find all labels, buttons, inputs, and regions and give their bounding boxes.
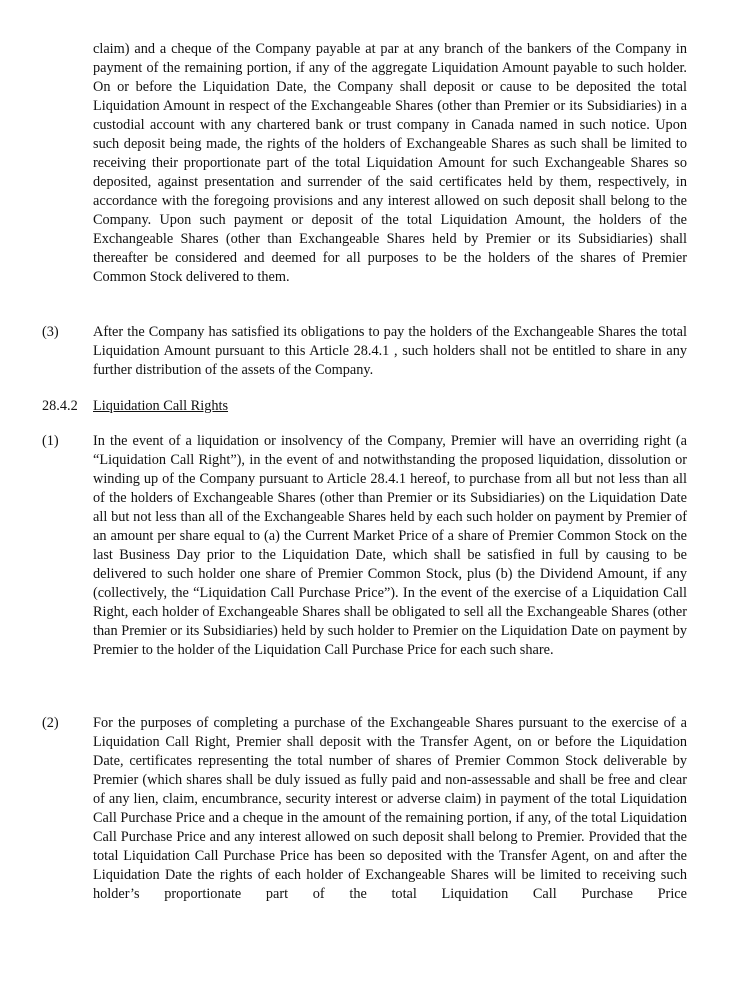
- section-heading: [42, 397, 228, 416]
- continuation-paragraph: claim) and a cheque of the Company payable at par at any branch of the bankers of the Company in payment of the remaining portion, if any of the aggregate Liquidation Amount payable to such holder. On or before the Liquidation Date, the Company shall deposit or cause to be deposited the total Liquidation Amount in respect of the Exchangeable Shares (other than Premier or its Subsidiaries) in a custodial account with any chartered bank or trust company in Canada named in such notice. Upon such deposit being made, the rights of the holders of Exchangeable Shares as such shall be limited to receiving their proportionate part of the total Liquidation Amount for such Exchangeable Shares so deposited, against presentation and surrender of the said certificates held by them, respectively, in accordance with the foregoing provisions and any interest allowed on such deposit shall belong to the Company. Upon such payment or deposit of the total Liquidation Amount, the holders of the Exchangeable Shares (other than Exchangeable Shares held by Premier or its Subsidiaries) shall thereafter be considered and deemed for all purposes to be the holders of the shares of Premier Common Stock delivered to them.: [93, 41, 687, 285]
- section-number: 28.4.2: [42, 398, 78, 414]
- para-3-number: (3): [42, 324, 59, 340]
- para-1-number: (1): [42, 433, 59, 449]
- para-3-text: After the Company has satisfied its obligations to pay the holders of the Exchangeable Shares the total Liquidation Amount pursuant to this Article 28.4.1 , such holders shall not be entitled to share in any further distribution of the assets of the Company.: [93, 324, 687, 378]
- para-2-text: For the purposes of completing a purchase of the Exchangeable Shares pursuant to the exercise of a Liquidation Call Right, Premier shall deposit with the Transfer Agent, on or before the Liquidation Date, certificates representing the total number of shares of Premier Common Stock deliverable by Premier (which shares shall be duly issued as fully paid and non-assessable and shall be free and clear of any lien, claim, encumbrance, security interest or adverse claim) in payment of the total Liquidation Call Purchase Price and a cheque in the amount of the remaining portion, if any, of the total Liquidation Call Purchase Price and any interest allowed on such deposit shall belong to Premier. Provided that the total Liquidation Call Purchase Price has been so deposited with the Transfer Agent, on and after the Liquidation Date the rights of each holder of Exchangeable Shares will be limited to receiving such holder’s proportionate part of the total Liquidation Call Purchase Price: [93, 715, 687, 902]
- para-2-number: (2): [42, 715, 59, 731]
- para-1-text: In the event of a liquidation or insolvency of the Company, Premier will have an overriding right (a “Liquidation Call Right”), in the event of and notwithstanding the proposed liquidation, dissolution or winding up of the Company pursuant to Article 28.4.1 hereof, to purchase from all but not less than all of the holders of Exchangeable Shares (other than Premier or its Subsidiaries) on the Liquidation Date all but not less than all of the Exchangeable Shares held by each such holder on payment by Premier of an amount per share equal to (a) the Current Market Price of a share of Premier Common Stock on the last Business Day prior to the Liquidation Date, which shall be satisfied in full by causing to be delivered to such holder one share of Premier Common Stock, plus (b) the Dividend Amount, if any (collectively, the “Liquidation Call Purchase Price”). In the event of the exercise of a Liquidation Call Right, each holder of Exchangeable Shares shall be obligated to sell all the Exchangeable Shares (other than Premier or its Subsidiaries) held by such holder to Premier on the Liquidation Date on payment by Premier to the holder of the Liquidation Call Purchase Price for each such share.: [93, 433, 687, 658]
- section-title: Liquidation Call Rights: [93, 398, 229, 414]
